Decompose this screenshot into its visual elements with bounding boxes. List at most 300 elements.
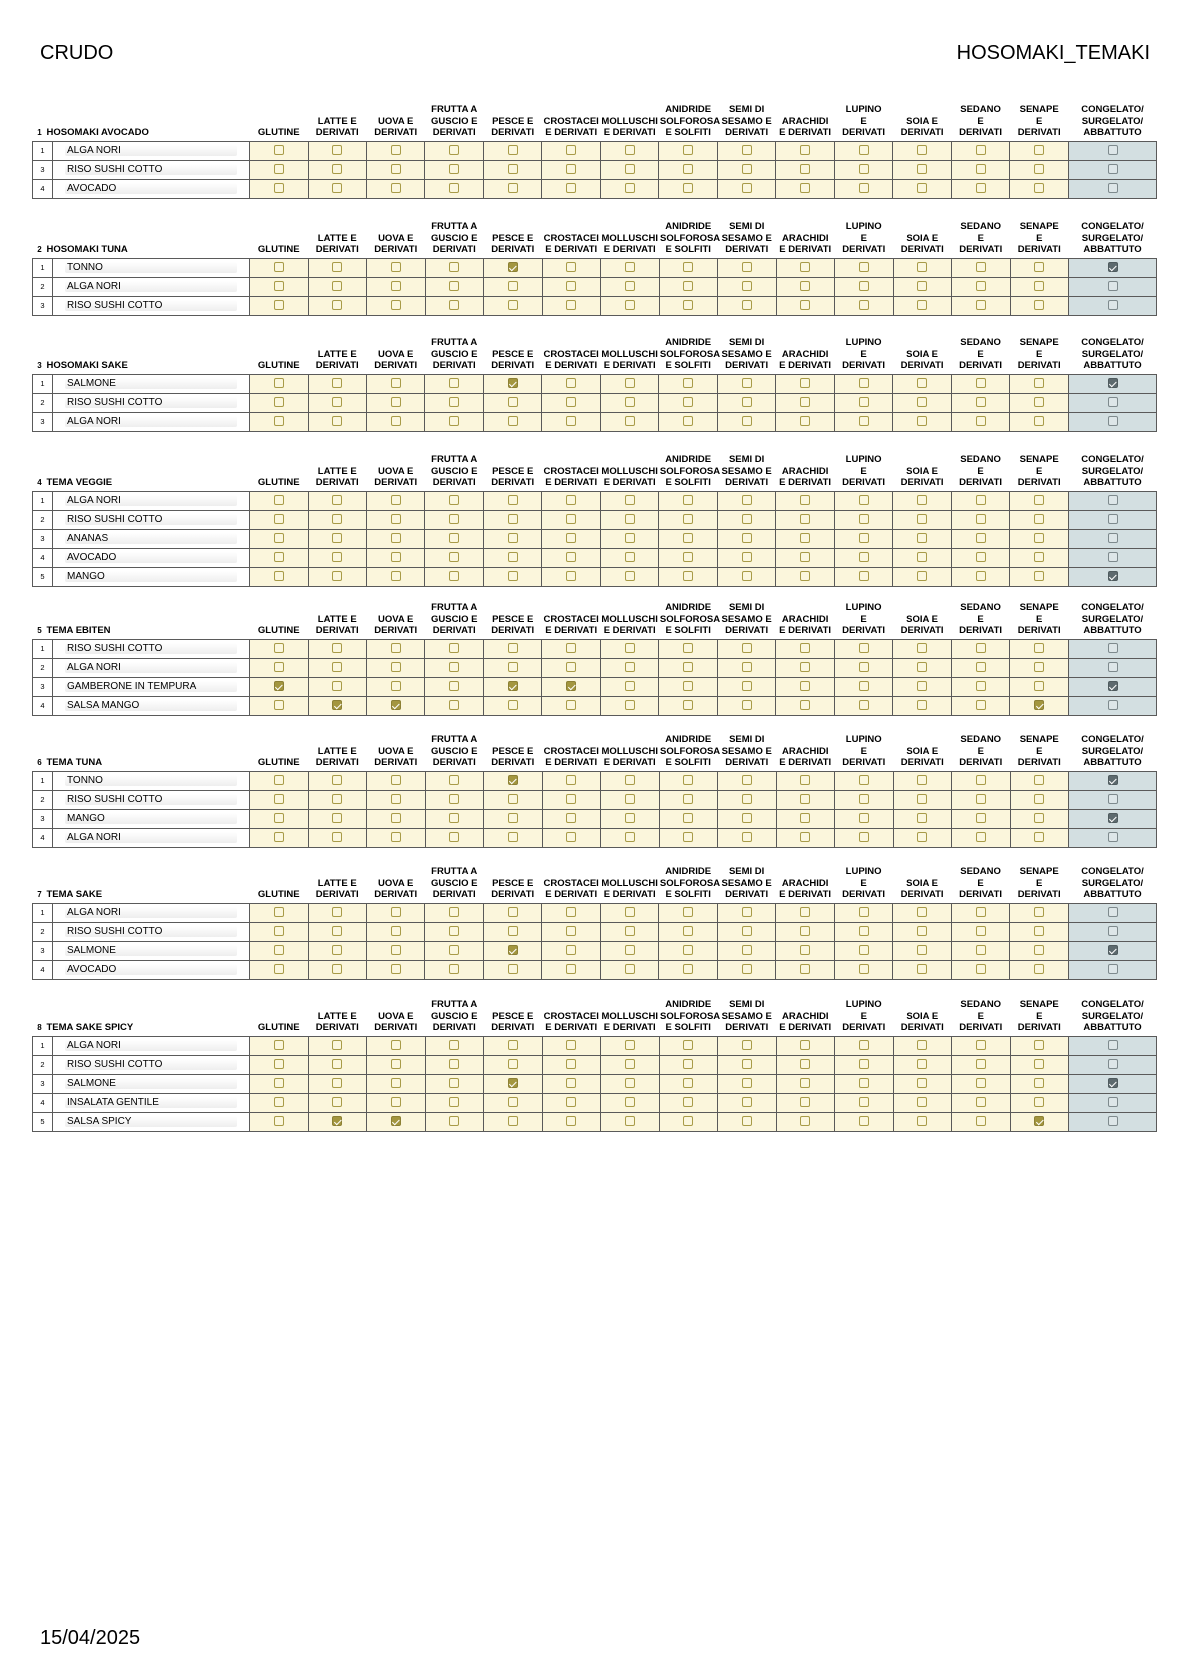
checkbox-unchecked[interactable]	[1034, 643, 1044, 653]
checkbox-unchecked[interactable]	[917, 281, 927, 291]
checkbox-unchecked[interactable]	[976, 495, 986, 505]
checkbox-unchecked[interactable]	[391, 945, 401, 955]
checkbox-unchecked[interactable]	[683, 700, 693, 710]
checkbox-unchecked[interactable]	[1034, 514, 1044, 524]
checkbox-checked[interactable]	[508, 945, 518, 955]
checkbox-unchecked[interactable]	[391, 183, 401, 193]
checkbox-unchecked[interactable]	[332, 262, 342, 272]
checkbox-unchecked[interactable]	[1034, 495, 1044, 505]
checkbox-unchecked[interactable]	[859, 945, 869, 955]
checkbox-unchecked[interactable]	[1034, 416, 1044, 426]
checkbox-unchecked[interactable]	[917, 183, 927, 193]
checkbox-unchecked[interactable]	[391, 662, 401, 672]
checkbox-unchecked[interactable]	[391, 794, 401, 804]
checkbox-unchecked[interactable]	[976, 533, 986, 543]
checkbox-unchecked[interactable]	[1034, 571, 1044, 581]
checkbox-unchecked[interactable]	[742, 183, 752, 193]
checkbox-unchecked[interactable]	[683, 416, 693, 426]
checkbox-unchecked[interactable]	[683, 1078, 693, 1088]
checkbox-unchecked[interactable]	[859, 397, 869, 407]
checkbox-unchecked[interactable]	[859, 662, 869, 672]
checkbox-unchecked[interactable]	[917, 794, 927, 804]
checkbox-unchecked[interactable]	[859, 1078, 869, 1088]
checkbox-unchecked[interactable]	[742, 794, 752, 804]
checkbox-unchecked[interactable]	[508, 700, 518, 710]
checkbox-unchecked[interactable]	[449, 164, 459, 174]
checkbox-unchecked[interactable]	[508, 397, 518, 407]
checkbox-unchecked[interactable]	[1034, 164, 1044, 174]
checkbox-unchecked[interactable]	[683, 794, 693, 804]
checkbox-unchecked[interactable]	[625, 300, 635, 310]
checkbox-unchecked[interactable]	[742, 533, 752, 543]
checkbox-unchecked[interactable]	[625, 552, 635, 562]
checkbox-unchecked[interactable]	[1034, 813, 1044, 823]
checkbox-unchecked[interactable]	[449, 813, 459, 823]
checkbox-unchecked[interactable]	[976, 1059, 986, 1069]
checkbox-unchecked[interactable]	[449, 1078, 459, 1088]
checkbox-unchecked[interactable]	[332, 964, 342, 974]
checkbox-unchecked[interactable]	[566, 145, 576, 155]
checkbox-unchecked[interactable]	[1108, 552, 1118, 562]
checkbox-unchecked[interactable]	[449, 945, 459, 955]
checkbox-unchecked[interactable]	[449, 416, 459, 426]
checkbox-unchecked[interactable]	[742, 926, 752, 936]
checkbox-unchecked[interactable]	[332, 416, 342, 426]
checkbox-unchecked[interactable]	[508, 926, 518, 936]
checkbox-unchecked[interactable]	[976, 145, 986, 155]
checkbox-unchecked[interactable]	[1108, 832, 1118, 842]
checkbox-unchecked[interactable]	[742, 775, 752, 785]
checkbox-unchecked[interactable]	[1108, 662, 1118, 672]
checkbox-checked[interactable]	[1034, 700, 1044, 710]
checkbox-unchecked[interactable]	[976, 1116, 986, 1126]
checkbox-checked[interactable]	[1108, 262, 1118, 272]
checkbox-unchecked[interactable]	[332, 164, 342, 174]
checkbox-unchecked[interactable]	[1034, 262, 1044, 272]
checkbox-unchecked[interactable]	[332, 945, 342, 955]
checkbox-unchecked[interactable]	[683, 681, 693, 691]
checkbox-unchecked[interactable]	[976, 945, 986, 955]
checkbox-unchecked[interactable]	[859, 300, 869, 310]
checkbox-unchecked[interactable]	[566, 397, 576, 407]
checkbox-unchecked[interactable]	[625, 495, 635, 505]
checkbox-unchecked[interactable]	[332, 1097, 342, 1107]
checkbox-unchecked[interactable]	[332, 552, 342, 562]
checkbox-unchecked[interactable]	[742, 907, 752, 917]
checkbox-unchecked[interactable]	[800, 681, 810, 691]
checkbox-unchecked[interactable]	[449, 662, 459, 672]
checkbox-unchecked[interactable]	[1108, 495, 1118, 505]
checkbox-unchecked[interactable]	[917, 514, 927, 524]
checkbox-unchecked[interactable]	[917, 1040, 927, 1050]
checkbox-unchecked[interactable]	[1108, 964, 1118, 974]
checkbox-unchecked[interactable]	[917, 681, 927, 691]
checkbox-unchecked[interactable]	[391, 397, 401, 407]
checkbox-unchecked[interactable]	[859, 183, 869, 193]
checkbox-unchecked[interactable]	[683, 813, 693, 823]
checkbox-unchecked[interactable]	[917, 907, 927, 917]
checkbox-unchecked[interactable]	[332, 643, 342, 653]
checkbox-unchecked[interactable]	[566, 1078, 576, 1088]
checkbox-unchecked[interactable]	[917, 164, 927, 174]
checkbox-unchecked[interactable]	[859, 262, 869, 272]
checkbox-unchecked[interactable]	[566, 262, 576, 272]
checkbox-unchecked[interactable]	[976, 1040, 986, 1050]
checkbox-unchecked[interactable]	[859, 926, 869, 936]
checkbox-unchecked[interactable]	[566, 416, 576, 426]
checkbox-unchecked[interactable]	[800, 832, 810, 842]
checkbox-unchecked[interactable]	[742, 832, 752, 842]
checkbox-unchecked[interactable]	[625, 700, 635, 710]
checkbox-unchecked[interactable]	[859, 1116, 869, 1126]
checkbox-unchecked[interactable]	[742, 262, 752, 272]
checkbox-unchecked[interactable]	[800, 1097, 810, 1107]
checkbox-unchecked[interactable]	[332, 378, 342, 388]
checkbox-unchecked[interactable]	[391, 514, 401, 524]
checkbox-unchecked[interactable]	[449, 832, 459, 842]
checkbox-unchecked[interactable]	[508, 552, 518, 562]
checkbox-unchecked[interactable]	[742, 945, 752, 955]
checkbox-unchecked[interactable]	[1034, 945, 1044, 955]
checkbox-unchecked[interactable]	[1034, 681, 1044, 691]
checkbox-unchecked[interactable]	[742, 552, 752, 562]
checkbox-unchecked[interactable]	[683, 1116, 693, 1126]
checkbox-unchecked[interactable]	[976, 907, 986, 917]
checkbox-unchecked[interactable]	[683, 495, 693, 505]
checkbox-unchecked[interactable]	[742, 300, 752, 310]
checkbox-unchecked[interactable]	[274, 775, 284, 785]
checkbox-unchecked[interactable]	[625, 164, 635, 174]
checkbox-unchecked[interactable]	[449, 281, 459, 291]
checkbox-unchecked[interactable]	[1034, 1040, 1044, 1050]
checkbox-unchecked[interactable]	[742, 378, 752, 388]
checkbox-unchecked[interactable]	[683, 552, 693, 562]
checkbox-unchecked[interactable]	[683, 533, 693, 543]
checkbox-unchecked[interactable]	[274, 533, 284, 543]
checkbox-unchecked[interactable]	[566, 1097, 576, 1107]
checkbox-unchecked[interactable]	[859, 832, 869, 842]
checkbox-unchecked[interactable]	[566, 964, 576, 974]
checkbox-checked[interactable]	[391, 1116, 401, 1126]
checkbox-unchecked[interactable]	[274, 262, 284, 272]
checkbox-unchecked[interactable]	[391, 378, 401, 388]
checkbox-unchecked[interactable]	[859, 1097, 869, 1107]
checkbox-unchecked[interactable]	[976, 300, 986, 310]
checkbox-unchecked[interactable]	[800, 926, 810, 936]
checkbox-unchecked[interactable]	[917, 964, 927, 974]
checkbox-unchecked[interactable]	[683, 907, 693, 917]
checkbox-unchecked[interactable]	[625, 514, 635, 524]
checkbox-unchecked[interactable]	[800, 700, 810, 710]
checkbox-unchecked[interactable]	[800, 164, 810, 174]
checkbox-checked[interactable]	[508, 681, 518, 691]
checkbox-unchecked[interactable]	[1034, 552, 1044, 562]
checkbox-unchecked[interactable]	[332, 775, 342, 785]
checkbox-unchecked[interactable]	[859, 700, 869, 710]
checkbox-unchecked[interactable]	[800, 183, 810, 193]
checkbox-unchecked[interactable]	[1108, 145, 1118, 155]
checkbox-unchecked[interactable]	[274, 643, 284, 653]
checkbox-unchecked[interactable]	[742, 813, 752, 823]
checkbox-unchecked[interactable]	[508, 1059, 518, 1069]
checkbox-unchecked[interactable]	[391, 552, 401, 562]
checkbox-unchecked[interactable]	[800, 945, 810, 955]
checkbox-unchecked[interactable]	[742, 1059, 752, 1069]
checkbox-unchecked[interactable]	[800, 1116, 810, 1126]
checkbox-checked[interactable]	[1108, 378, 1118, 388]
checkbox-unchecked[interactable]	[917, 643, 927, 653]
checkbox-unchecked[interactable]	[1108, 281, 1118, 291]
checkbox-unchecked[interactable]	[391, 1097, 401, 1107]
checkbox-unchecked[interactable]	[800, 794, 810, 804]
checkbox-unchecked[interactable]	[800, 1059, 810, 1069]
checkbox-unchecked[interactable]	[683, 643, 693, 653]
checkbox-unchecked[interactable]	[917, 552, 927, 562]
checkbox-unchecked[interactable]	[274, 794, 284, 804]
checkbox-unchecked[interactable]	[683, 514, 693, 524]
checkbox-unchecked[interactable]	[274, 552, 284, 562]
checkbox-unchecked[interactable]	[683, 926, 693, 936]
checkbox-unchecked[interactable]	[859, 813, 869, 823]
checkbox-unchecked[interactable]	[742, 514, 752, 524]
checkbox-unchecked[interactable]	[449, 145, 459, 155]
checkbox-checked[interactable]	[274, 681, 284, 691]
checkbox-unchecked[interactable]	[976, 262, 986, 272]
checkbox-unchecked[interactable]	[449, 514, 459, 524]
checkbox-unchecked[interactable]	[1108, 533, 1118, 543]
checkbox-unchecked[interactable]	[859, 164, 869, 174]
checkbox-unchecked[interactable]	[742, 662, 752, 672]
checkbox-unchecked[interactable]	[391, 416, 401, 426]
checkbox-unchecked[interactable]	[1108, 397, 1118, 407]
checkbox-unchecked[interactable]	[625, 1078, 635, 1088]
checkbox-unchecked[interactable]	[508, 183, 518, 193]
checkbox-unchecked[interactable]	[1108, 1116, 1118, 1126]
checkbox-unchecked[interactable]	[683, 281, 693, 291]
checkbox-unchecked[interactable]	[683, 1097, 693, 1107]
checkbox-unchecked[interactable]	[566, 281, 576, 291]
checkbox-unchecked[interactable]	[683, 145, 693, 155]
checkbox-unchecked[interactable]	[1034, 775, 1044, 785]
checkbox-unchecked[interactable]	[391, 964, 401, 974]
checkbox-unchecked[interactable]	[332, 926, 342, 936]
checkbox-unchecked[interactable]	[625, 1059, 635, 1069]
checkbox-unchecked[interactable]	[274, 416, 284, 426]
checkbox-unchecked[interactable]	[1108, 700, 1118, 710]
checkbox-unchecked[interactable]	[1108, 926, 1118, 936]
checkbox-unchecked[interactable]	[449, 533, 459, 543]
checkbox-unchecked[interactable]	[508, 514, 518, 524]
checkbox-unchecked[interactable]	[391, 145, 401, 155]
checkbox-unchecked[interactable]	[391, 643, 401, 653]
checkbox-unchecked[interactable]	[449, 1116, 459, 1126]
checkbox-unchecked[interactable]	[508, 662, 518, 672]
checkbox-unchecked[interactable]	[859, 145, 869, 155]
checkbox-unchecked[interactable]	[566, 571, 576, 581]
checkbox-unchecked[interactable]	[391, 281, 401, 291]
checkbox-unchecked[interactable]	[976, 514, 986, 524]
checkbox-unchecked[interactable]	[508, 813, 518, 823]
checkbox-checked[interactable]	[1108, 681, 1118, 691]
checkbox-unchecked[interactable]	[332, 681, 342, 691]
checkbox-unchecked[interactable]	[1034, 964, 1044, 974]
checkbox-unchecked[interactable]	[917, 700, 927, 710]
checkbox-checked[interactable]	[1108, 1078, 1118, 1088]
checkbox-unchecked[interactable]	[508, 1116, 518, 1126]
checkbox-unchecked[interactable]	[508, 495, 518, 505]
checkbox-unchecked[interactable]	[332, 183, 342, 193]
checkbox-unchecked[interactable]	[976, 1097, 986, 1107]
checkbox-unchecked[interactable]	[917, 145, 927, 155]
checkbox-unchecked[interactable]	[917, 832, 927, 842]
checkbox-unchecked[interactable]	[274, 945, 284, 955]
checkbox-checked[interactable]	[1108, 775, 1118, 785]
checkbox-unchecked[interactable]	[391, 1078, 401, 1088]
checkbox-unchecked[interactable]	[449, 907, 459, 917]
checkbox-unchecked[interactable]	[391, 495, 401, 505]
checkbox-unchecked[interactable]	[859, 794, 869, 804]
checkbox-unchecked[interactable]	[1034, 378, 1044, 388]
checkbox-checked[interactable]	[332, 700, 342, 710]
checkbox-unchecked[interactable]	[566, 813, 576, 823]
checkbox-unchecked[interactable]	[683, 397, 693, 407]
checkbox-unchecked[interactable]	[332, 571, 342, 581]
checkbox-unchecked[interactable]	[976, 416, 986, 426]
checkbox-unchecked[interactable]	[274, 300, 284, 310]
checkbox-unchecked[interactable]	[566, 1040, 576, 1050]
checkbox-unchecked[interactable]	[449, 1040, 459, 1050]
checkbox-unchecked[interactable]	[800, 552, 810, 562]
checkbox-unchecked[interactable]	[1034, 1078, 1044, 1088]
checkbox-unchecked[interactable]	[391, 571, 401, 581]
checkbox-unchecked[interactable]	[742, 281, 752, 291]
checkbox-unchecked[interactable]	[449, 378, 459, 388]
checkbox-unchecked[interactable]	[274, 662, 284, 672]
checkbox-unchecked[interactable]	[976, 794, 986, 804]
checkbox-unchecked[interactable]	[742, 416, 752, 426]
checkbox-unchecked[interactable]	[449, 700, 459, 710]
checkbox-unchecked[interactable]	[1034, 300, 1044, 310]
checkbox-unchecked[interactable]	[332, 1059, 342, 1069]
checkbox-unchecked[interactable]	[800, 643, 810, 653]
checkbox-unchecked[interactable]	[1034, 907, 1044, 917]
checkbox-unchecked[interactable]	[976, 926, 986, 936]
checkbox-unchecked[interactable]	[274, 281, 284, 291]
checkbox-unchecked[interactable]	[449, 300, 459, 310]
checkbox-unchecked[interactable]	[625, 926, 635, 936]
checkbox-unchecked[interactable]	[1034, 145, 1044, 155]
checkbox-checked[interactable]	[332, 1116, 342, 1126]
checkbox-unchecked[interactable]	[508, 643, 518, 653]
checkbox-unchecked[interactable]	[274, 926, 284, 936]
checkbox-unchecked[interactable]	[800, 495, 810, 505]
checkbox-unchecked[interactable]	[917, 662, 927, 672]
checkbox-unchecked[interactable]	[391, 832, 401, 842]
checkbox-unchecked[interactable]	[625, 681, 635, 691]
checkbox-unchecked[interactable]	[332, 1040, 342, 1050]
checkbox-unchecked[interactable]	[1034, 183, 1044, 193]
checkbox-unchecked[interactable]	[449, 495, 459, 505]
checkbox-unchecked[interactable]	[625, 662, 635, 672]
checkbox-unchecked[interactable]	[917, 775, 927, 785]
checkbox-unchecked[interactable]	[683, 164, 693, 174]
checkbox-unchecked[interactable]	[1108, 907, 1118, 917]
checkbox-unchecked[interactable]	[859, 281, 869, 291]
checkbox-unchecked[interactable]	[1108, 514, 1118, 524]
checkbox-unchecked[interactable]	[917, 1097, 927, 1107]
checkbox-unchecked[interactable]	[449, 926, 459, 936]
checkbox-unchecked[interactable]	[917, 571, 927, 581]
checkbox-unchecked[interactable]	[976, 183, 986, 193]
checkbox-unchecked[interactable]	[332, 662, 342, 672]
checkbox-unchecked[interactable]	[800, 262, 810, 272]
checkbox-unchecked[interactable]	[508, 164, 518, 174]
checkbox-unchecked[interactable]	[332, 145, 342, 155]
checkbox-unchecked[interactable]	[683, 262, 693, 272]
checkbox-unchecked[interactable]	[1034, 1059, 1044, 1069]
checkbox-unchecked[interactable]	[508, 794, 518, 804]
checkbox-unchecked[interactable]	[1108, 1059, 1118, 1069]
checkbox-unchecked[interactable]	[976, 378, 986, 388]
checkbox-unchecked[interactable]	[683, 183, 693, 193]
checkbox-unchecked[interactable]	[1034, 794, 1044, 804]
checkbox-unchecked[interactable]	[274, 571, 284, 581]
checkbox-unchecked[interactable]	[1108, 1097, 1118, 1107]
checkbox-unchecked[interactable]	[391, 775, 401, 785]
checkbox-unchecked[interactable]	[917, 495, 927, 505]
checkbox-unchecked[interactable]	[683, 1040, 693, 1050]
checkbox-unchecked[interactable]	[508, 1040, 518, 1050]
checkbox-unchecked[interactable]	[742, 643, 752, 653]
checkbox-checked[interactable]	[566, 681, 576, 691]
checkbox-unchecked[interactable]	[976, 397, 986, 407]
checkbox-unchecked[interactable]	[976, 700, 986, 710]
checkbox-unchecked[interactable]	[625, 397, 635, 407]
checkbox-unchecked[interactable]	[625, 945, 635, 955]
checkbox-unchecked[interactable]	[391, 681, 401, 691]
checkbox-unchecked[interactable]	[1108, 183, 1118, 193]
checkbox-unchecked[interactable]	[625, 813, 635, 823]
checkbox-unchecked[interactable]	[449, 262, 459, 272]
checkbox-checked[interactable]	[1034, 1116, 1044, 1126]
checkbox-unchecked[interactable]	[1034, 281, 1044, 291]
checkbox-unchecked[interactable]	[742, 495, 752, 505]
checkbox-unchecked[interactable]	[859, 495, 869, 505]
checkbox-unchecked[interactable]	[800, 300, 810, 310]
checkbox-unchecked[interactable]	[566, 926, 576, 936]
checkbox-checked[interactable]	[508, 1078, 518, 1088]
checkbox-unchecked[interactable]	[859, 533, 869, 543]
checkbox-unchecked[interactable]	[625, 832, 635, 842]
checkbox-unchecked[interactable]	[976, 552, 986, 562]
checkbox-unchecked[interactable]	[274, 145, 284, 155]
checkbox-unchecked[interactable]	[859, 643, 869, 653]
checkbox-unchecked[interactable]	[391, 813, 401, 823]
checkbox-unchecked[interactable]	[859, 416, 869, 426]
checkbox-unchecked[interactable]	[1034, 832, 1044, 842]
checkbox-unchecked[interactable]	[917, 813, 927, 823]
checkbox-unchecked[interactable]	[449, 775, 459, 785]
checkbox-unchecked[interactable]	[976, 681, 986, 691]
checkbox-unchecked[interactable]	[917, 1059, 927, 1069]
checkbox-unchecked[interactable]	[625, 281, 635, 291]
checkbox-unchecked[interactable]	[976, 813, 986, 823]
checkbox-unchecked[interactable]	[1108, 416, 1118, 426]
checkbox-checked[interactable]	[508, 262, 518, 272]
checkbox-unchecked[interactable]	[742, 164, 752, 174]
checkbox-unchecked[interactable]	[332, 813, 342, 823]
checkbox-unchecked[interactable]	[566, 300, 576, 310]
